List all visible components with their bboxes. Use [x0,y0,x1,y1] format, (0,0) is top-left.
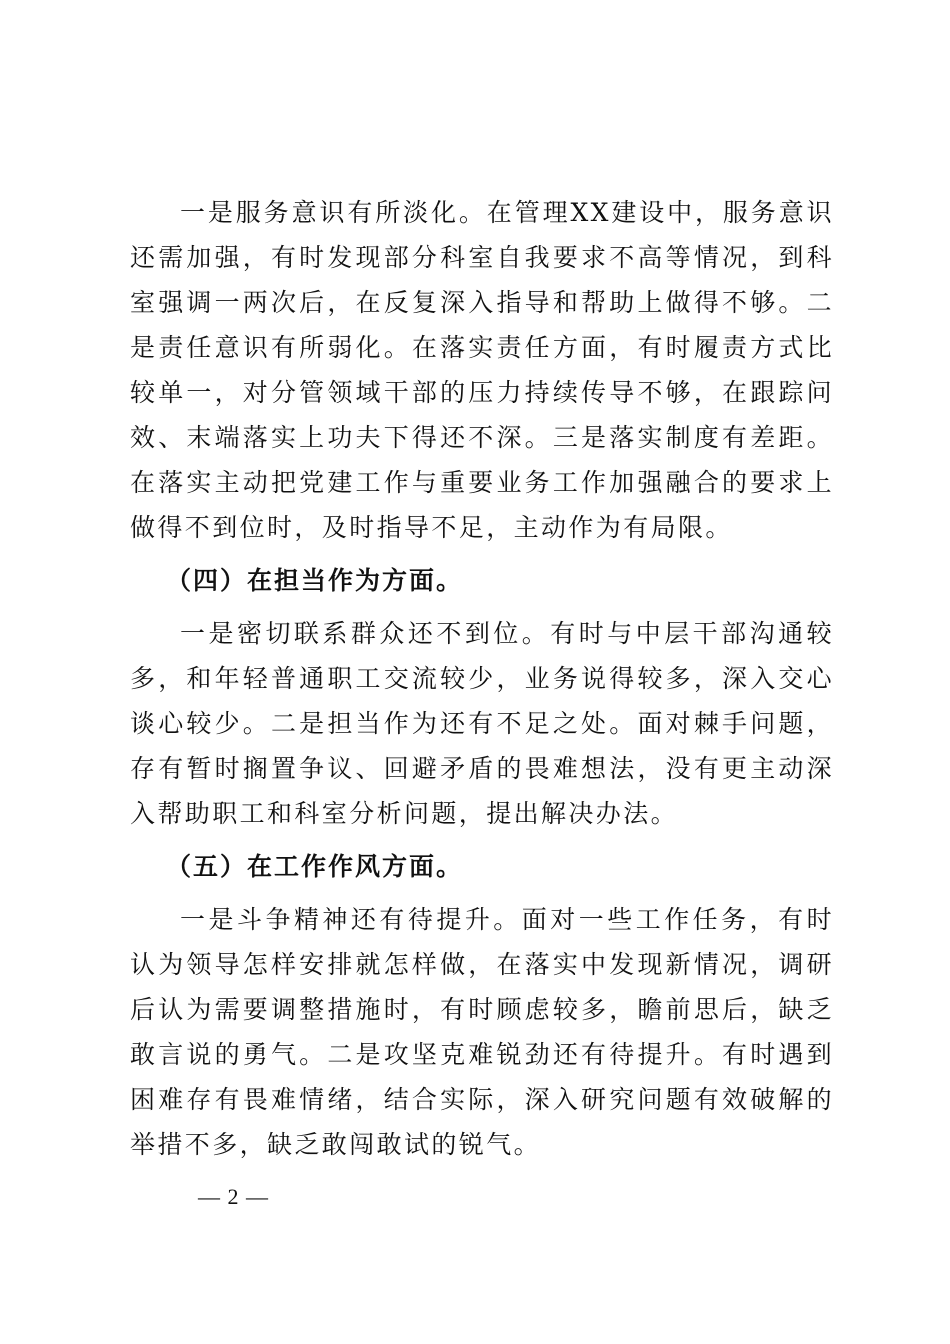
document-body [130,190,834,1175]
paragraph-work-style: 一是斗争精神还有待提升。面对一些工作任务，有时认为领导怎样安排就怎样做，在落实中发现新情况，调研后认为需要调整措施时，有时顾虑较多，瞻前思后，缺乏敢言说的勇气。二是攻坚克难锐劲还有待提升。有时遇到困难存有畏难情绪，结合实际，深入研究问题有效破解的举措不多，缺乏敢闯敢试的锐气。 [130,905,834,1159]
section-heading-5: （五）在工作作风方面。 [166,852,464,881]
page-number: — 2 — [198,1184,269,1209]
section-heading-4: （四）在担当作为方面。 [166,566,464,595]
paragraph-service-awareness: 一是服务意识有所淡化。在管理XX建设中，服务意识还需加强，有时发现部分科室自我要求不高等情况，到科室强调一两次后，在反复深入指导和帮助上做得不够。二是责任意识有所弱化。在落实责任方面，有时履责方式比较单一，对分管领域干部的压力持续传导不够，在跟踪问效、末端落实上功夫下得还不深。三是落实制度有差距。在落实主动把党建工作与重要业务工作加强融合的要求上做得不到位时，及时指导不足，主动作为有局限。 [130,198,834,542]
paragraph-responsibility: 一是密切联系群众还不到位。有时与中层干部沟通较多，和年轻普通职工交流较少，业务说得较多，深入交心谈心较少。二是担当作为还有不足之处。面对棘手问题，存有暂时搁置争议、回避矛盾的畏难想法，没有更主动深入帮助职工和科室分析问题，提出解决办法。 [130,619,834,828]
